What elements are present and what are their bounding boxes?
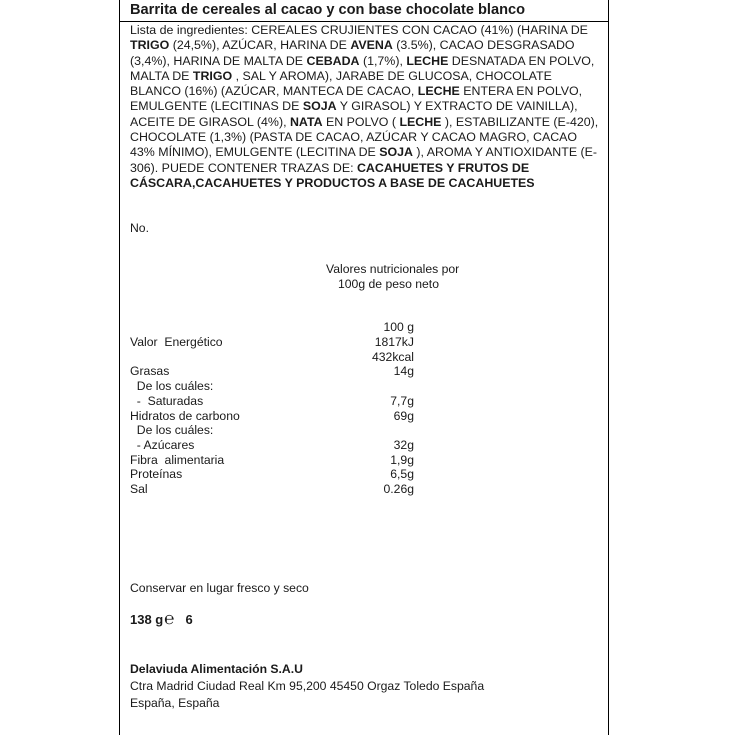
net-weight [130,609,193,628]
allergen-highlight: SOJA [379,145,413,160]
ingredient-text: EN POLVO ( [322,114,400,129]
title-divider [119,21,609,22]
allergen-highlight: SOJA [302,99,337,114]
nutrition-header-line1: Valores nutricionales por [326,262,460,276]
company-country: España, España [130,696,220,710]
ingredient-text: , SAL Y AROMA), JARABE DE GLUCOSA, CHOCOLATE BLANCO (16%) (AZÚCAR, MANTECA DE CACAO, [130,68,552,99]
allergen-highlight: CACAHUETES Y FRUTOS DE CÁSCARA,CACAHUETES Y PRODUCTOS A BASE DE CACAHUETES [130,160,535,190]
ingredient-text: (24,5%), AZÚCAR, HARINA DE [169,38,351,53]
nutrition-row-value: 1817kJ [374,335,414,349]
allergen-highlight: CEBADA [306,53,360,68]
nutrition-row-value: 69g [393,408,414,423]
company-name: Delaviuda Alimentación S.A.U [130,662,303,676]
nutrition-row-label: Valor Energético [130,335,223,349]
allergen-highlight: TRIGO [192,68,233,83]
allergen-highlight: LECHE [406,53,449,68]
allergen-highlight: TRIGO [130,38,170,53]
nutrition-row-value: 32g [393,437,414,452]
nutrition-row-value: 1,9g [390,452,414,467]
ingredient-text: ), ESTABILIZANTE (E-420), CHOCOLATE (1,3%) (PASTA DE CACAO, AZÚCAR Y CACAO MAGRO, CACAO 43% MÍNIMO), EMULGENTE (LECITINA DE [130,114,599,160]
ingredient-text: DESNATADA EN POLVO, MALTA DE [130,53,595,83]
nutrition-row-value: 0.26g [383,482,414,496]
estimated-sign-icon: ℮ [164,609,175,628]
ingredient-text: ), AROMA Y ANTIOXIDANTE (E-306). PUEDE CONTENER TRAZAS DE: [130,145,598,175]
ingredients-list [130,23,604,191]
ingredient-text: Lista de ingredientes: CEREALES CRUJIENTES CON CACAO (41%) (HARINA DE [130,23,588,37]
nutrition-row-value: 7,7g [390,393,414,408]
ingredient-text: (3.5%), CACAO DESGRASADO (3,4%), HARINA DE MALTA DE [130,38,575,68]
nutrition-row-label: Grasas [130,364,170,379]
nutrition-row-value: 432kcal [371,349,414,364]
nutrition-header-line2: 100g de peso neto [338,277,439,291]
weight-value: 138 g [130,612,164,627]
nutrition-row-label: Proteínas [130,467,183,482]
ingredient-text: ENTERA EN POLVO, EMULGENTE (LECITINAS DE [130,84,583,114]
units-count: 6 [185,612,193,627]
ingredient-text: (1,7%), [359,53,407,68]
company-address: Ctra Madrid Ciudad Real Km 95,200 45450 Orgaz Toledo España [130,679,485,693]
number-label: No. [130,221,149,235]
nutrition-row-value: 6,5g [390,467,414,482]
storage-instructions: Conservar en lugar fresco y seco [130,581,309,595]
nutrition-column-header: 100 g [383,320,414,334]
ingredient-text: Y GIRASOL) Y EXTRACTO DE VAINILLA), ACEITE DE GIRASOL (4%), [130,99,578,129]
product-title: Barrita de cereales al cacao y con base chocolate blanco [130,2,526,18]
allergen-highlight: NATA [289,114,323,129]
nutrition-row-value: 14g [393,364,414,379]
nutrition-row-label: Hidratos de carbono [130,408,240,423]
nutrition-row-label: - Azúcares [130,437,195,452]
nutrition-row-label: De los cuáles: [130,423,214,438]
allergen-highlight: LECHE [417,84,460,99]
nutrition-row-label: Sal [130,482,148,496]
allergen-highlight: LECHE [399,114,442,129]
nutrition-row-label: Fibra alimentaria [130,452,225,467]
allergen-highlight: AVENA [350,38,393,53]
nutrition-row-label: De los cuáles: [130,379,214,394]
nutrition-row-label: - Saturadas [130,393,204,408]
